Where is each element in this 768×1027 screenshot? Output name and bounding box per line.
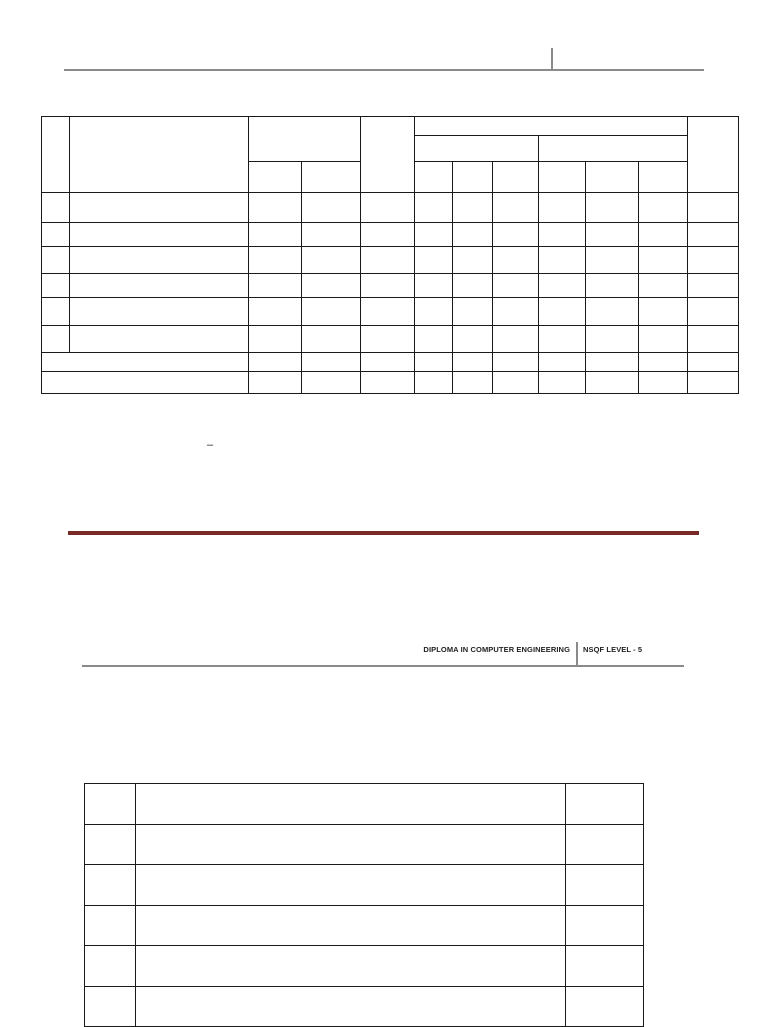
bottom-header-rule bbox=[82, 665, 684, 667]
stray-mark: – bbox=[207, 439, 214, 451]
header-cell bbox=[42, 117, 70, 193]
table-row bbox=[42, 193, 739, 223]
table-total-row bbox=[42, 372, 739, 394]
table-row bbox=[85, 906, 644, 946]
header-cell bbox=[415, 136, 539, 162]
table-header-row bbox=[42, 117, 739, 136]
header-cell bbox=[539, 162, 586, 193]
top-header-divider bbox=[551, 48, 553, 70]
table-row bbox=[42, 274, 739, 298]
page-separator-rule bbox=[68, 531, 699, 535]
header-cell bbox=[249, 117, 361, 162]
table-total-row bbox=[42, 353, 739, 372]
header-cell bbox=[70, 117, 249, 193]
header-cell bbox=[539, 136, 688, 162]
assessment-table bbox=[41, 116, 739, 394]
table-row bbox=[42, 298, 739, 326]
table-row bbox=[85, 825, 644, 865]
table-row bbox=[85, 946, 644, 987]
header-cell bbox=[453, 162, 493, 193]
nsqf-level: NSQF LEVEL - 5 bbox=[583, 645, 643, 654]
course-title: DIPLOMA IN COMPUTER ENGINEERING bbox=[423, 645, 570, 654]
table-row bbox=[85, 987, 644, 1027]
header-cell bbox=[586, 162, 639, 193]
table-row bbox=[42, 247, 739, 274]
header-divider bbox=[576, 642, 578, 666]
table-row bbox=[85, 784, 644, 825]
table-row bbox=[42, 326, 739, 353]
header-cell bbox=[493, 162, 539, 193]
table-row bbox=[42, 223, 739, 247]
header-cell bbox=[415, 117, 688, 136]
content-table bbox=[84, 783, 644, 1027]
header-cell bbox=[688, 117, 739, 193]
header-cell bbox=[249, 162, 302, 193]
header-cell bbox=[639, 162, 688, 193]
header-cell bbox=[415, 162, 453, 193]
header-cell bbox=[302, 162, 361, 193]
top-header-rule bbox=[64, 69, 704, 71]
header-cell bbox=[361, 117, 415, 193]
table-row bbox=[85, 865, 644, 906]
